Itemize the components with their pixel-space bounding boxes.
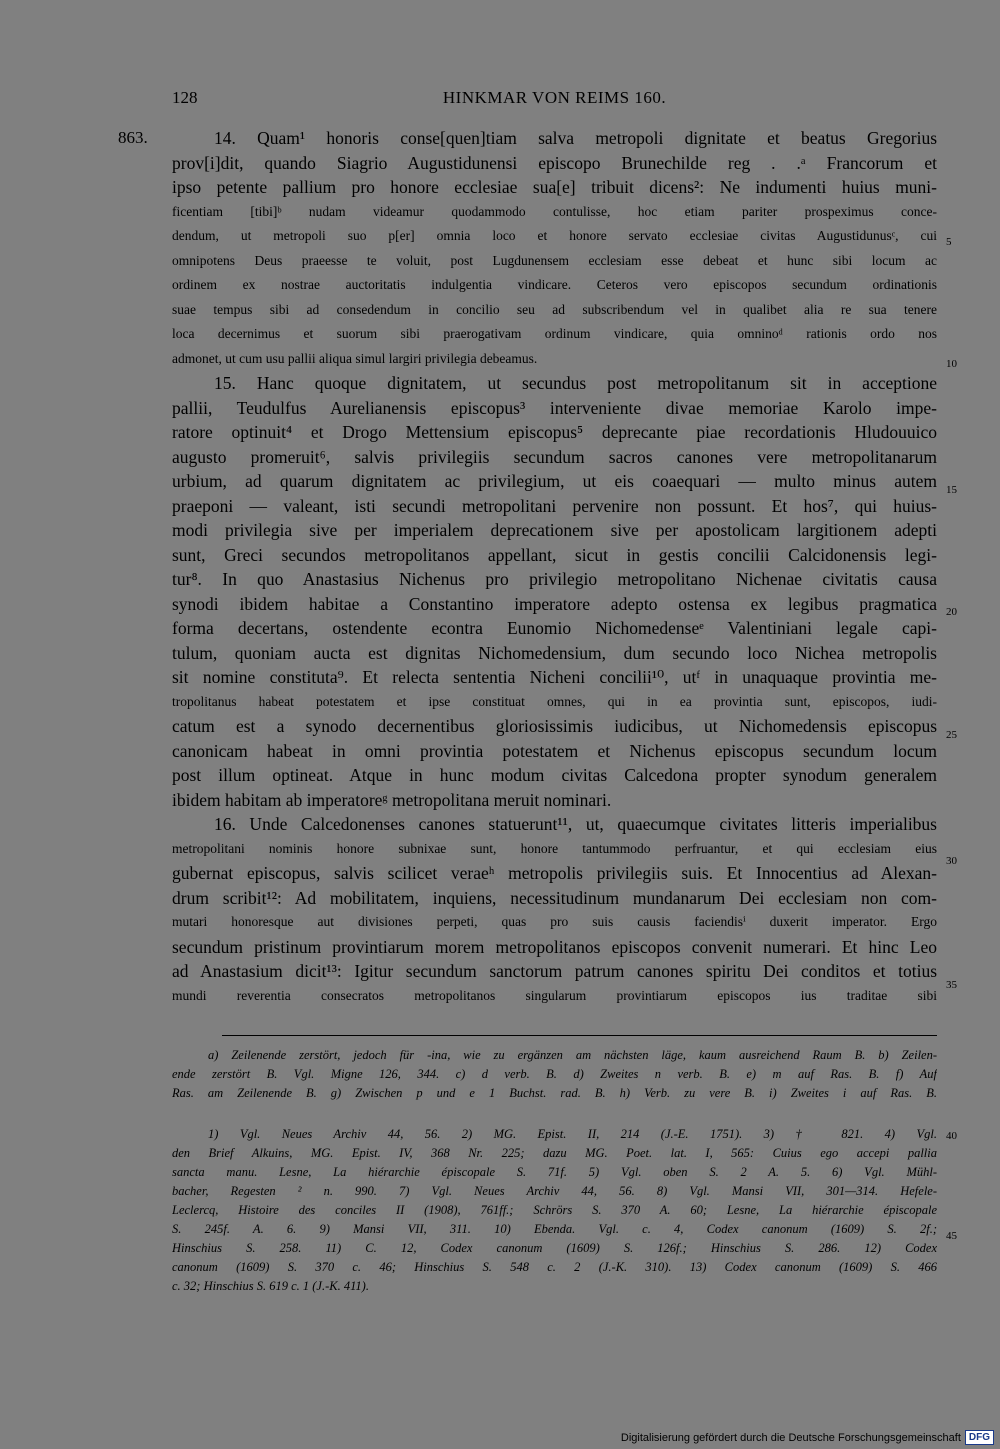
text-line: secundum pristinum provintiarum morem metropolitanos episcopos convenit numerari. Et hinc Leo: [172, 936, 937, 957]
text-line: urbium, ad quarum dignitatem ac privilegium, ut eis coaequari — multo minus autem: [172, 471, 937, 491]
text-line: prov[i]dit, quando Siagrio Augustidunensi episcopo Brunechilde reg . .ᵃ Francorum et: [172, 152, 937, 173]
text-line: loca decernimus et suorum sibi praerogativam ordinum vindicare, quia omninoᵈ rationis ordo nos: [172, 326, 937, 341]
text-line: tropolitanus habeat potestatem et ipse constituat omnes, qui in ea provintia sunt, episcopos, iudi-: [172, 693, 937, 709]
line-number: 35: [946, 979, 957, 991]
footer: [621, 1430, 994, 1445]
footnote-rule: [222, 1035, 937, 1036]
text-line: ad Anastasium dicit¹³: Igitur secundum sanctorum patrum canones spiritu Dei conditos et totius: [172, 961, 937, 981]
text-line: ficentiam [tibi]ᵇ nudam videamur quodammodo contulisse, hoc etiam pariter prospeximus conce-: [172, 203, 937, 219]
line-number: 15: [946, 484, 957, 496]
line-number: 40: [946, 1130, 957, 1142]
text-line: sunt, Greci secundos metropolitanos appellant, sicut in gestis concilii Calcidonensis legi-: [172, 544, 937, 565]
text-line: tulum, quoniam aucta est dignitas Nichomedensium, dum secundo loco Nichea metropolis: [172, 642, 937, 663]
note-line: Hinschius S. 258. 11) C. 12, Codex canonum (1609) S. 126f.; Hinschius S. 286. 12) Codex: [172, 1241, 937, 1255]
note-line: 1) Vgl. Neues Archiv 44, 56. 2) MG. Epist. II, 214 (J.-E. 1751). 3) † 821. 4) Vgl.: [208, 1127, 937, 1141]
text-line: admonet, ut cum usu pallii aliqua simul largiri privilegia debeamus.: [172, 350, 538, 366]
line-number: 5: [946, 236, 952, 248]
running-title: HINKMAR VON REIMS 160.: [442, 88, 667, 107]
page-number: 128: [172, 88, 198, 107]
note-line: canonum (1609) S. 370 c. 46; Hinschius S. 548 c. 2 (J.-K. 310). 13) Codex canonum (1609) S. 466: [172, 1260, 937, 1274]
line-number: 20: [946, 606, 957, 618]
apparatus-line: ende zerstört B. Vgl. Migne 126, 344. c) d verb. B. d) Zweites n verb. B. e) m auf Ras. B. f) Auf: [172, 1067, 937, 1081]
text-line: synodi ibidem habitae a Constantino imperatore adepto ostensa ex legibus pragmatica: [172, 593, 937, 614]
text-line: metropolitani nominis honore subnixae sunt, honore tantummodo perfruantur, et qui ecclesiam eius: [172, 840, 937, 856]
footer-credit: Digitalisierung gefördert durch die Deutsche Forschungsgemeinschaft: [620, 1431, 961, 1444]
critical-apparatus: [172, 1046, 937, 1103]
text-line: post illum optineat. Atque in hunc modum civitas Calcedona propter synodum generalem: [172, 765, 937, 785]
text-line: 14. Quam¹ honoris conse[quen]tiam salva metropoli dignitate et beatus Gregorius: [214, 128, 937, 148]
footnotes: [172, 1125, 937, 1296]
note-line: bacher, Regesten ² n. 990. 7) Vgl. Neues Archiv 44, 56. 8) Vgl. Mansi VII, 301—314. Hefele-: [172, 1184, 937, 1198]
text-line: omnipotens Deus praeesse te voluit, post Lugdunensem ecclesiam esse debeat et hunc sibi locum ac: [172, 252, 937, 268]
text-line: 15. Hanc quoque dignitatem, ut secundus post metropolitanum sit in acceptione: [214, 373, 937, 393]
line-number: 10: [946, 358, 957, 370]
text-line: canonicam habeat in omni provintia potestatem et Nichenus episcopus secundum locum: [172, 740, 937, 761]
text-line: mutari honoresque aut divisiones perpeti, quas pro suis causis faciendisⁱ duxerit imperator. Ergo: [172, 914, 937, 929]
line-number: 30: [946, 855, 957, 867]
main-text: [172, 126, 937, 1008]
line-number: 25: [946, 729, 957, 741]
text-line: dendum, ut metropoli suo p[er] omnia loco et honore servato ecclesiae civitas Augustidunusᶜ, cui: [172, 228, 937, 243]
dfg-logo: DFG: [965, 1430, 994, 1445]
margin-year: 863.: [118, 128, 148, 147]
text-line: sit nomine constituta⁹. Et relecta sententia Nicheni concilii¹⁰, utᶠ in unaquaque provintia me-: [172, 667, 937, 687]
note-line: sancta manu. Lesne, La hiérarchie épiscopale S. 71f. 5) Vgl. oben S. 2 A. 5. 6) Vgl. Mühl-: [172, 1165, 937, 1179]
text-line: tur⁸. In quo Anastasius Nichenus pro privilegio metropolitano Nichenae civitatis causa: [172, 569, 937, 589]
text-line: modi privilegia sive per imperialem deprecationem sive per apostolicam largitionem adepti: [172, 520, 937, 540]
text-line: pallii, Teudulfus Aurelianensis episcopus³ interveniente divae memoriae Karolo impe-: [172, 397, 937, 418]
note-line: Leclercq, Histoire des conciles II (1908), 761ff.; Schrörs S. 370 A. 60; Lesne, La hiérarchie épiscopale: [172, 1203, 937, 1217]
text-line: ipso petente pallium pro honore ecclesiae sua[e] tribuit dicens²: Ne indumenti huius muni-: [172, 177, 937, 197]
line-number: 45: [946, 1230, 957, 1242]
text-line: catum est a synodo decernentibus gloriosissimis iudicibus, ut Nichomedensis episcopus: [172, 716, 937, 736]
text-line: ordinem ex nostrae auctoritatis indulgentia vindicare. Ceteros vero episcopos secundum ordinationis: [172, 277, 937, 292]
text-line: ibidem habitam ab imperatoreᵍ metropolitana meruit nominari.: [172, 789, 612, 810]
note-line: S. 245f. A. 6. 9) Mansi VII, 311. 10) Ebenda. Vgl. c. 4, Codex canonum (1609) S. 2f.;: [172, 1222, 937, 1236]
text-line: ratore optinuit⁴ et Drogo Mettensium episcopus⁵ deprecante piae recordationis Hludouuico: [172, 422, 937, 442]
text-line: drum scribit¹²: Ad mobilitatem, inquiens, necessitudinum mundanarum Dei ecclesiam non com-: [172, 887, 937, 908]
text-line: augusto promeruit⁶, salvis privilegiis secundum sacros canones vere metropolitanarum: [172, 446, 937, 467]
note-line: c. 32; Hinschius S. 619 c. 1 (J.-K. 411).: [172, 1279, 369, 1293]
text-line: mundi reverentia consecratos metropolitanos singularum provintiarum episcopos ius traditae sibi: [172, 987, 937, 1003]
text-line: praeponi — valeant, isti secundi metropolitani pervenire non possunt. Et hos⁷, qui huius-: [172, 495, 937, 516]
text-line: gubernat episcopus, salvis scilicet veraeʰ metropolis privilegiis suis. Et Innocentius ad Alexan-: [172, 863, 937, 883]
text-line: 16. Unde Calcedonenses canones statuerunt¹¹, ut, quaecumque civitates litteris imperialibus: [214, 814, 937, 834]
page-header: [172, 88, 937, 112]
note-line: den Brief Alkuins, MG. Epist. IV, 368 Nr. 225; dazu MG. Poet. lat. I, 565: Cuius ego accepi pallia: [172, 1146, 937, 1160]
apparatus-line: a) Zeilenende zerstört, jedoch für -ina, wie zu ergänzen am nächsten läge, kaum ausreichend Raum B. b) Zeilen-: [208, 1048, 937, 1062]
text-line: forma decertans, ostendente econtra Eunomio Nichomedenseᵉ Valentiniani legale capi-: [172, 618, 937, 638]
text-line: suae tempus sibi ad consedendum in concilio seu ad subscribendum vel in qualibet alia re sua tenere: [172, 301, 937, 317]
apparatus-line: Ras. am Zeilenende B. g) Zwischen p und e 1 Buchst. rad. B. h) Verb. zu vere B. i) Zweites i auf Ras. B.: [172, 1086, 937, 1100]
